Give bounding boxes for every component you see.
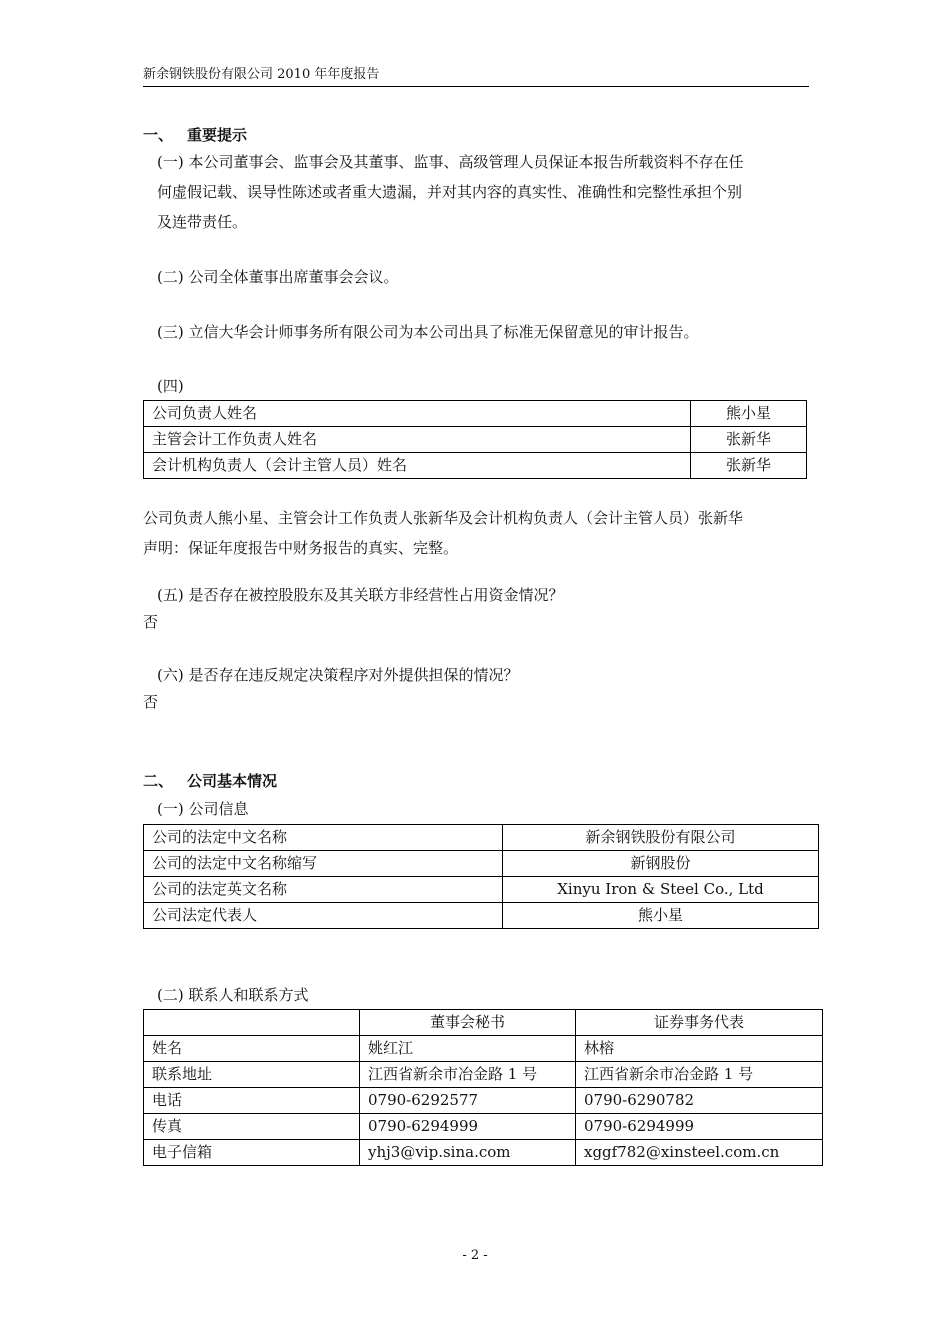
statement-line-1: 公司负责人熊小星、主管会计工作负责人张新华及会计机构负责人（会计主管人员）张新华 — [143, 509, 744, 527]
table-row — [144, 1114, 823, 1140]
section-2-heading — [143, 770, 277, 791]
item-1-line-1: (一) 本公司董事会、监事会及其董事、监事、高级管理人员保证本报告所载资料不存在任 — [157, 153, 744, 171]
table-cell: 0790-6294999 — [576, 1114, 823, 1140]
table-cell: 江西省新余市冶金路 1 号 — [576, 1062, 823, 1088]
table-cell-label: 公司负责人姓名 — [144, 401, 691, 427]
page-number: - 2 - — [462, 1248, 488, 1263]
table-row — [144, 1036, 823, 1062]
table-cell-value: 新钢股份 — [503, 851, 819, 877]
table-cell-value: 张新华 — [691, 453, 807, 479]
company-info-subtitle: (一) 公司信息 — [157, 800, 249, 818]
table-cell: 0790-6292577 — [360, 1088, 576, 1114]
contact-subtitle: (二) 联系人和联系方式 — [157, 986, 309, 1004]
table-row — [144, 903, 819, 929]
table-header-cell: 证券事务代表 — [576, 1010, 823, 1036]
table-cell-value: 熊小星 — [691, 401, 807, 427]
table-cell-value: 新余钢铁股份有限公司 — [503, 825, 819, 851]
item-5-answer: 否 — [143, 613, 159, 631]
table-cell-value: 熊小星 — [503, 903, 819, 929]
table-cell: 电话 — [144, 1088, 360, 1114]
item-3: (三) 立信大华会计师事务所有限公司为本公司出具了标准无保留意见的审计报告。 — [157, 323, 699, 341]
table-cell: 0790-6294999 — [360, 1114, 576, 1140]
table-row — [144, 851, 819, 877]
table-cell-label: 主管会计工作负责人姓名 — [144, 427, 691, 453]
table-row — [144, 401, 807, 427]
responsible-persons-table — [143, 400, 807, 479]
statement — [143, 503, 813, 563]
table-cell: 姓名 — [144, 1036, 360, 1062]
table-cell: 江西省新余市冶金路 1 号 — [360, 1062, 576, 1088]
table-cell-label: 公司的法定中文名称缩写 — [144, 851, 503, 877]
table-header-cell — [144, 1010, 360, 1036]
table-row — [144, 453, 807, 479]
section-1-number: 一、 — [143, 126, 174, 144]
company-info-table — [143, 824, 819, 929]
item-2: (二) 公司全体董事出席董事会会议。 — [157, 268, 399, 286]
item-1 — [143, 147, 813, 237]
section-2-title: 公司基本情况 — [187, 772, 278, 790]
item-1-line-2: 何虚假记载、误导性陈述或者重大遗漏，并对其内容的真实性、准确性和完整性承担个别 — [157, 183, 743, 201]
table-row — [144, 1062, 823, 1088]
table-cell-label: 公司的法定英文名称 — [144, 877, 503, 903]
item-4-label: (四) — [157, 377, 184, 395]
table-row — [144, 825, 819, 851]
section-2-number: 二、 — [143, 772, 174, 790]
statement-line-2: 声明：保证年度报告中财务报告的真实、完整。 — [143, 539, 459, 557]
table-cell: 林榕 — [576, 1036, 823, 1062]
table-cell-value: Xinyu Iron & Steel Co., Ltd — [503, 877, 819, 903]
table-cell: 姚红江 — [360, 1036, 576, 1062]
table-header-cell: 董事会秘书 — [360, 1010, 576, 1036]
table-cell-label: 公司法定代表人 — [144, 903, 503, 929]
item-6-answer: 否 — [143, 693, 159, 711]
report-title: 新余钢铁股份有限公司 2010 年年度报告 — [143, 67, 380, 82]
table-cell: xggf782@xinsteel.com.cn — [576, 1140, 823, 1166]
section-1-heading — [143, 124, 247, 145]
table-cell: 0790-6290782 — [576, 1088, 823, 1114]
item-1-line-3: 及连带责任。 — [157, 213, 248, 231]
contact-table — [143, 1009, 823, 1166]
table-cell: 联系地址 — [144, 1062, 360, 1088]
table-row — [144, 877, 819, 903]
page-header — [143, 66, 809, 87]
table-cell: yhj3@vip.sina.com — [360, 1140, 576, 1166]
item-6-question: (六) 是否存在违反规定决策程序对外提供担保的情况？ — [157, 666, 519, 684]
table-header-row — [144, 1010, 823, 1036]
table-cell-label: 会计机构负责人（会计主管人员）姓名 — [144, 453, 691, 479]
table-row — [144, 1140, 823, 1166]
table-cell: 电子信箱 — [144, 1140, 360, 1166]
table-row — [144, 1088, 823, 1114]
table-cell-value: 张新华 — [691, 427, 807, 453]
table-cell: 传真 — [144, 1114, 360, 1140]
table-cell-label: 公司的法定中文名称 — [144, 825, 503, 851]
item-5-question: (五) 是否存在被控股股东及其关联方非经营性占用资金情况？ — [157, 586, 564, 604]
table-row — [144, 427, 807, 453]
section-1-title: 重要提示 — [187, 126, 248, 144]
